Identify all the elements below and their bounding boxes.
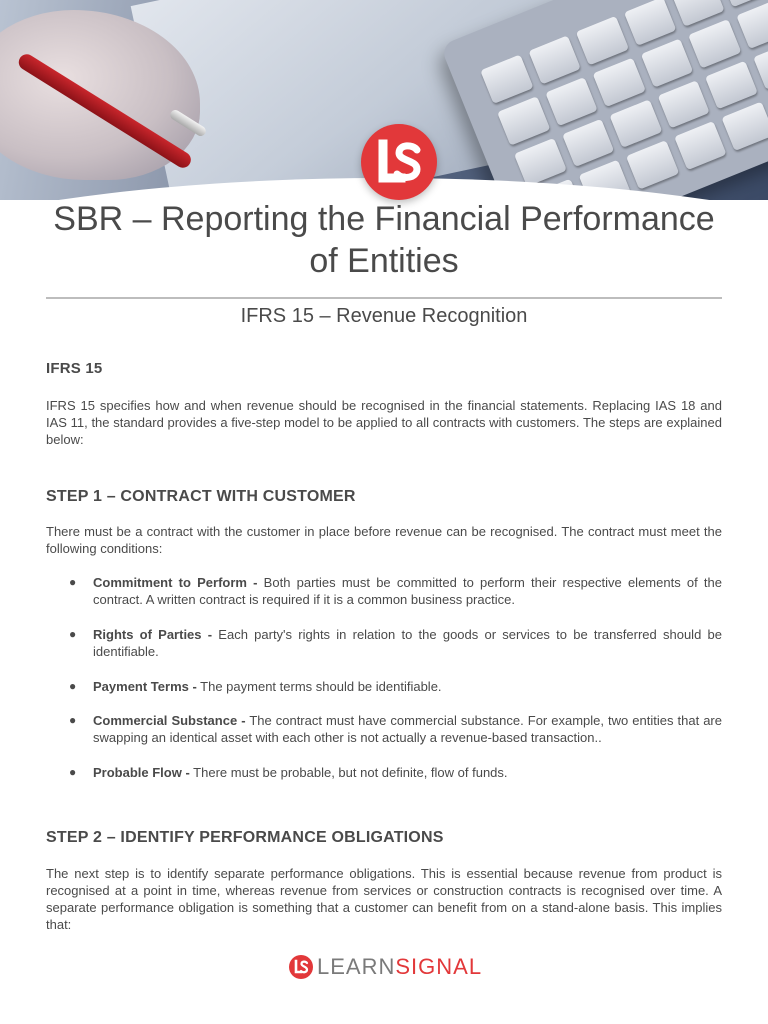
list-item-label: Payment Terms - — [93, 679, 197, 694]
section-heading-step2: STEP 2 – IDENTIFY PERFORMANCE OBLIGATIONS — [46, 829, 444, 846]
step2-paragraph: The next step is to identify separate performance obligations. This is essential because revenue from product is recognised at a point in time, whereas revenue from services or construction contracts is recognised over time. A separate performance obligation is something that a customer can benefit from on a stand-alone basis. This implies that: — [46, 866, 722, 932]
section-heading-step1: STEP 1 – CONTRACT WITH CUSTOMER — [46, 488, 356, 505]
title-divider — [46, 297, 722, 299]
footer-logo — [289, 952, 482, 982]
list-item — [46, 626, 722, 660]
list-item-text: Both parties must be committed to perform their respective elements of the contract. A written contract is required if it is a common business practice. — [93, 575, 722, 607]
conditions-list — [46, 574, 722, 781]
wordmark-signal: SIGNAL — [395, 954, 483, 979]
bullet-icon: ● — [69, 713, 77, 727]
learnsignal-logo-icon — [361, 124, 437, 200]
list-item — [46, 678, 722, 695]
list-item-text: The payment terms should be identifiable. — [196, 679, 442, 694]
footer-wordmark — [317, 952, 482, 982]
step1-intro: There must be a contract with the customer in place before revenue can be recognised. The contract must meet the following conditions: — [46, 524, 722, 556]
bullet-icon: ● — [69, 765, 77, 779]
bullet-icon: ● — [69, 575, 77, 589]
list-item-label: Rights of Parties - — [93, 627, 213, 642]
list-item-label: Probable Flow - — [93, 765, 190, 780]
list-item-text: There must be probable, but not definite, flow of funds. — [189, 765, 508, 780]
list-item — [46, 574, 722, 608]
list-item-text: Each party's rights in relation to the goods or services to be transferred should be identifiable. — [93, 627, 722, 659]
bullet-icon: ● — [69, 679, 77, 693]
page-subtitle: IFRS 15 – Revenue Recognition — [240, 305, 528, 327]
list-item-label: Commitment to Perform - — [93, 575, 258, 590]
list-item — [46, 764, 722, 781]
section-heading-ifrs15: IFRS 15 — [46, 360, 103, 377]
document-body — [46, 360, 722, 933]
bullet-icon: ● — [69, 627, 77, 641]
learnsignal-mark-icon — [289, 955, 313, 979]
calculator — [440, 0, 768, 200]
list-item-text: The contract must have commercial substance. For example, two entities that are swapping an identical asset with each other is not actually a revenue-based transaction.. — [93, 713, 722, 745]
list-item — [46, 712, 722, 746]
calculator-keys — [480, 0, 768, 200]
wordmark-learn: LEARN — [317, 954, 396, 979]
page-title: SBR – Reporting the Financial Performance of Entities — [53, 200, 715, 280]
ifrs15-paragraph: IFRS 15 specifies how and when revenue should be recognised in the financial statements. Replacing IAS 18 and IAS 11, the standard provides a five-step model to be applied to all contracts with customers. The steps are explained below: — [46, 398, 722, 447]
list-item-label: Commercial Substance - — [93, 713, 246, 728]
